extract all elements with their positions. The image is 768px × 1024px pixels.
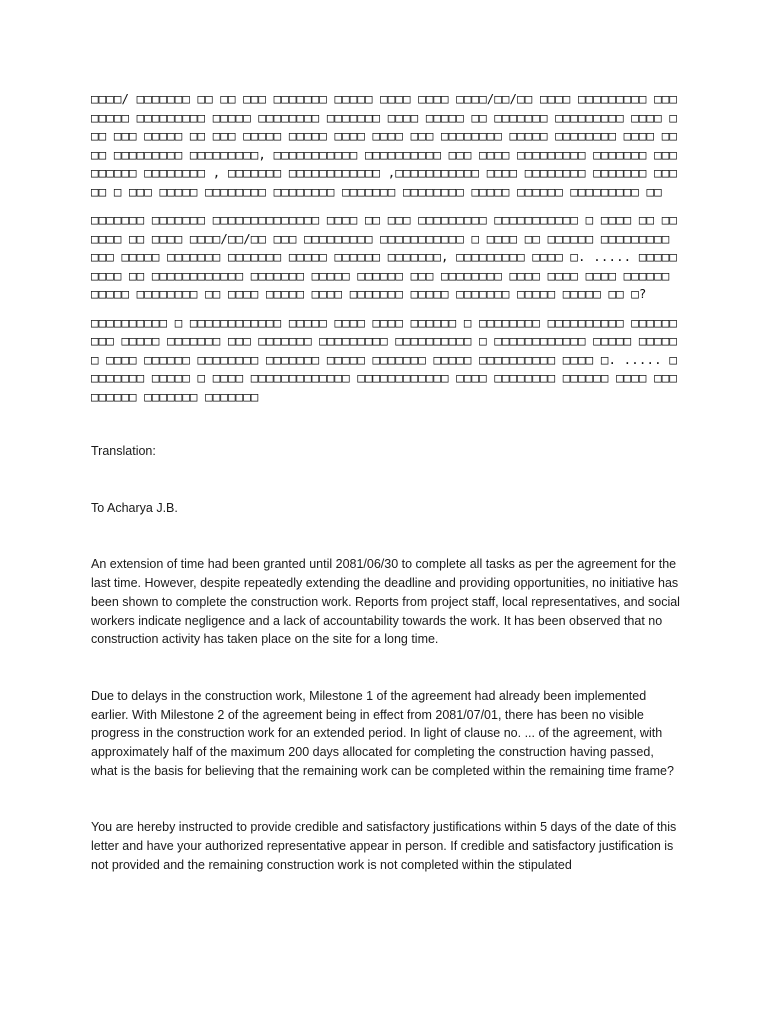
translation-paragraph-2: Due to delays in the construction work, Milestone 1 of the agreement had already been implemented earlier. With Milestone 2 of the agreement being in effect from 2081/07/01, there has been no visible progress in the construction work for an extended period. In light of clause no. ... of the agreement, with approximately half of the maximum 200 days allocated for completing the construction having passed, what is the basis for believing that the remaining work can be completed within the remaining time frame? <box>91 688 674 778</box>
translation-paragraph-1: An extension of time had been granted until 2081/06/30 to complete all tasks as per the agreement for the last time. However, despite repeatedly extending the deadline and providing opportunities, no initiative has been shown to complete the construction work. Reports from project staff, local representatives, and social workers indicate negligence and a lack of accountability towards the work. It has been observed that no construction activity has taken place on the site for a long time. <box>91 557 680 647</box>
original-paragraph-1: □□□□/ □□□□□□□ □□ □□ □□□ □□□□□□□ □□□□□ □□□□ □□□□ □□□□/□□/□□ □□□□ □□□□□□□□□ □□□□□□□□ □□□□□□□□□ □□□□□ □□□□□□□□ □□□□□□□ □□□□ □□□□□ □□ □□□□□□□ □□□□□□□□□ □□□□ □□□ □□□ □□□□□ □□ □□□ □□□□□ □□□□□ □□□□ □□□□ □□□ □□□□□□□□ □□□□□ □□□□□□□□ □□□□ □□□□ □□□□□□□□□ □□□□□□□□□, □□□□□□□□□□□ □□□□□□□□□□ □□□ □□□□ □□□□□□□□□ □□□□□□□ □□□□□□□□□ □□□□□□□□ , □□□□□□□ □□□□□□□□□□□□ ,□□□□□□□□□□□ □□□□ □□□□□□□□ □□□□□□□ □□□□□ □ □□□ □□□□□ □□□□□□□□ □□□□□□□□ □□□□□□□ □□□□□□□□ □□□□□ □□□□□□ □□□□□□□□□ □□ <box>91 91 677 199</box>
original-paragraph-2: □□□□□□□ □□□□□□□ □□□□□□□□□□□□□□ □□□□ □□ □□□ □□□□□□□□□ □□□□□□□□□□□ □ □□□□ □□ □□□□□□ □□ □□□□ □□□□/□□/□□ □□□ □□□□□□□□□ □□□□□□□□□□□ □ □□□□ □□ □□□□□□ □□□□□□□□□ □□□ □□□□□ □□□□□□□ □□□□□□□ □□□□□ □□□□□□ □□□□□□□, □□□□□□□□□ □□□□ □. ..... □□□□□□□□□ □□ □□□□□□□□□□□□ □□□□□□□ □□□□□ □□□□□□ □□□ □□□□□□□□ □□□□ □□□□ □□□□ □□□□□□ □□□□□ □□□□□□□□ □□ □□□□ □□□□□ □□□□ □□□□□□□ □□□□□ □□□□□□□ □□□□□ □□□□□ □□ □? <box>91 212 677 301</box>
document-body <box>91 90 681 875</box>
translation-paragraph-3: You are hereby instructed to provide credible and satisfactory justifications within 5 days of the date of this letter and have your authorized representative appear in person. If credible and satisfactory justification is not provided and the remaining construction work is not completed within the stipulated <box>91 820 677 872</box>
original-paragraph-3: □□□□□□□□□□ □ □□□□□□□□□□□□ □□□□□ □□□□ □□□□ □□□□□□ □ □□□□□□□□ □□□□□□□□□□ □□□□□□□□□ □□□□□ □□□□□□□ □□□ □□□□□□□ □□□□□□□□□ □□□□□□□□□□ □ □□□□□□□□□□□□ □□□□□ □□□□□□ □□□□ □□□□□□ □□□□□□□□ □□□□□□□ □□□□□ □□□□□□□ □□□□□ □□□□□□□□□□ □□□□ □. ..... □□□□□□□□ □□□□□ □ □□□□ □□□□□□□□□□□□□ □□□□□□□□□□□□ □□□□ □□□□□□□□ □□□□□□ □□□□ □□□□□□□□□ □□□□□□□ □□□□□□□ <box>91 314 677 404</box>
translation-label: Translation: <box>91 444 156 458</box>
salutation: To Acharya J.B. <box>91 500 178 515</box>
